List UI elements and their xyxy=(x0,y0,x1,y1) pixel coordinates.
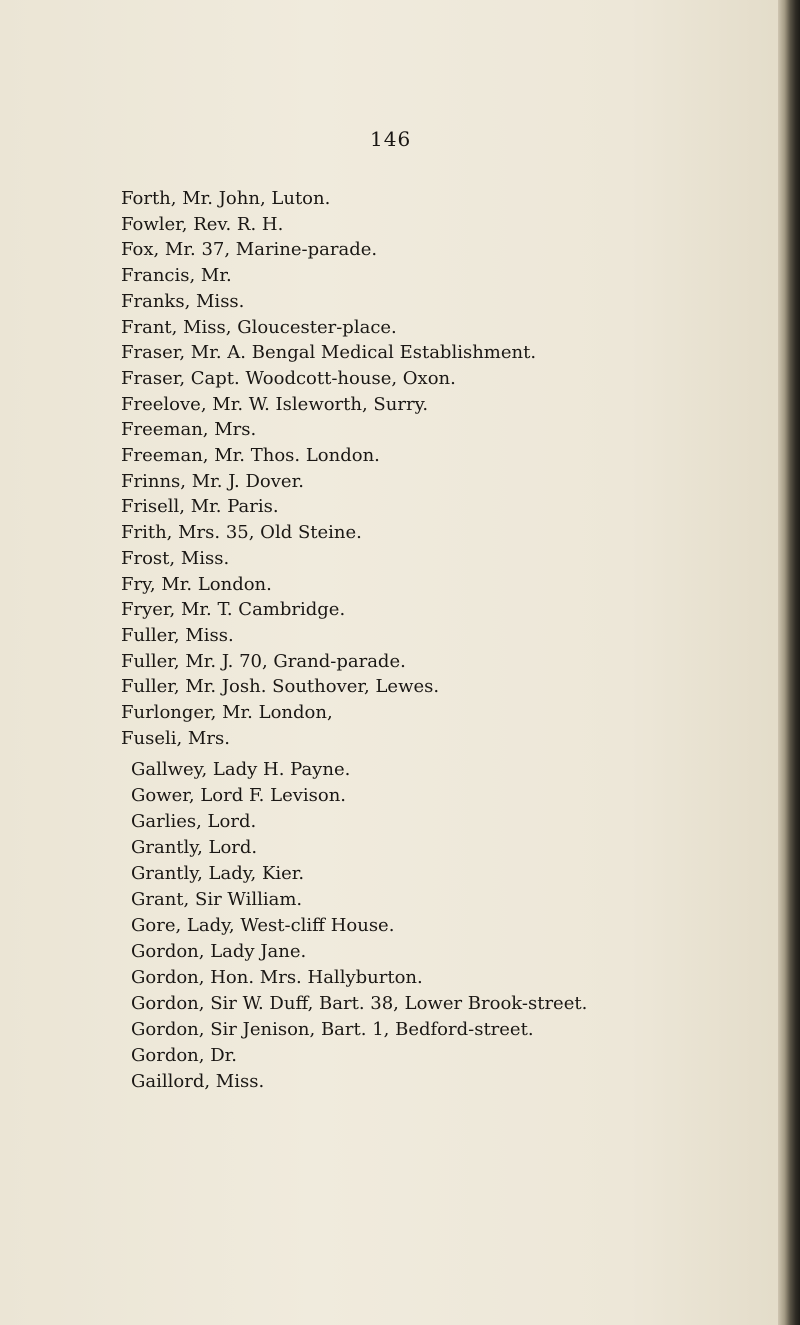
list-entry: Fuller, Mr. J. 70, Grand-parade. xyxy=(121,650,406,672)
list-entry: Gordon, Sir W. Duff, Bart. 38, Lower Brook-street. xyxy=(131,993,588,1014)
list-entry: Fry, Mr. London. xyxy=(121,573,272,595)
list-entry: Grantly, Lady, Kier. xyxy=(131,863,305,884)
list-entry: Fuseli, Mrs. xyxy=(121,727,230,749)
list-entry: Fuller, Mr. Josh. Southover, Lewes. xyxy=(121,676,440,698)
list-entry: Fox, Mr. 37, Marine-parade. xyxy=(121,239,378,261)
list-entry: Frinns, Mr. J. Dover. xyxy=(121,470,304,492)
list-entry: Francis, Mr. xyxy=(121,265,232,287)
list-entry: Forth, Mr. John, Luton. xyxy=(121,188,331,209)
list-entry: Garlies, Lord. xyxy=(131,811,257,832)
list-entry: Gower, Lord F. Levison. xyxy=(131,785,347,806)
list-entry: Franks, Miss. xyxy=(121,290,245,312)
list-entry: Fuller, Miss. xyxy=(121,624,234,646)
list-entry: Fraser, Mr. A. Bengal Medical Establishment. xyxy=(121,342,537,364)
list-entry: Frisell, Mr. Paris. xyxy=(121,496,279,518)
list-entry: Frost, Miss. xyxy=(121,547,230,569)
list-entry: Fowler, Rev. R. H. xyxy=(121,213,284,235)
list-entry: Frant, Miss, Gloucester-place. xyxy=(121,316,397,338)
list-entry: Gordon, Dr. xyxy=(131,1045,237,1066)
list-entry: Frith, Mrs. 35, Old Steine. xyxy=(121,522,362,544)
list-entry: Fryer, Mr. T. Cambridge. xyxy=(121,599,346,621)
list-entry: Freelove, Mr. W. Isleworth, Surry. xyxy=(121,393,429,415)
list-entry: Gore, Lady, West-cliff House. xyxy=(131,915,395,936)
book-spine-shadow xyxy=(778,0,800,1325)
list-entry: Gallwey, Lady H. Payne. xyxy=(131,759,351,780)
page-number: 146 xyxy=(370,127,412,151)
list-entry: Gordon, Sir Jenison, Bart. 1, Bedford-street. xyxy=(131,1019,534,1040)
list-entry: Gaillord, Miss. xyxy=(131,1071,265,1092)
list-entry: Grant, Sir William. xyxy=(131,889,303,910)
list-entry: Fraser, Capt. Woodcott-house, Oxon. xyxy=(121,367,456,389)
list-entry: Gordon, Lady Jane. xyxy=(131,941,307,962)
list-entry: Freeman, Mrs. xyxy=(121,419,257,441)
list-entry: Freeman, Mr. Thos. London. xyxy=(121,445,380,466)
list-entry: Grantly, Lord. xyxy=(131,837,258,858)
list-entry: Furlonger, Mr. London, xyxy=(121,702,333,723)
list-entry: Gordon, Hon. Mrs. Hallyburton. xyxy=(131,967,423,988)
